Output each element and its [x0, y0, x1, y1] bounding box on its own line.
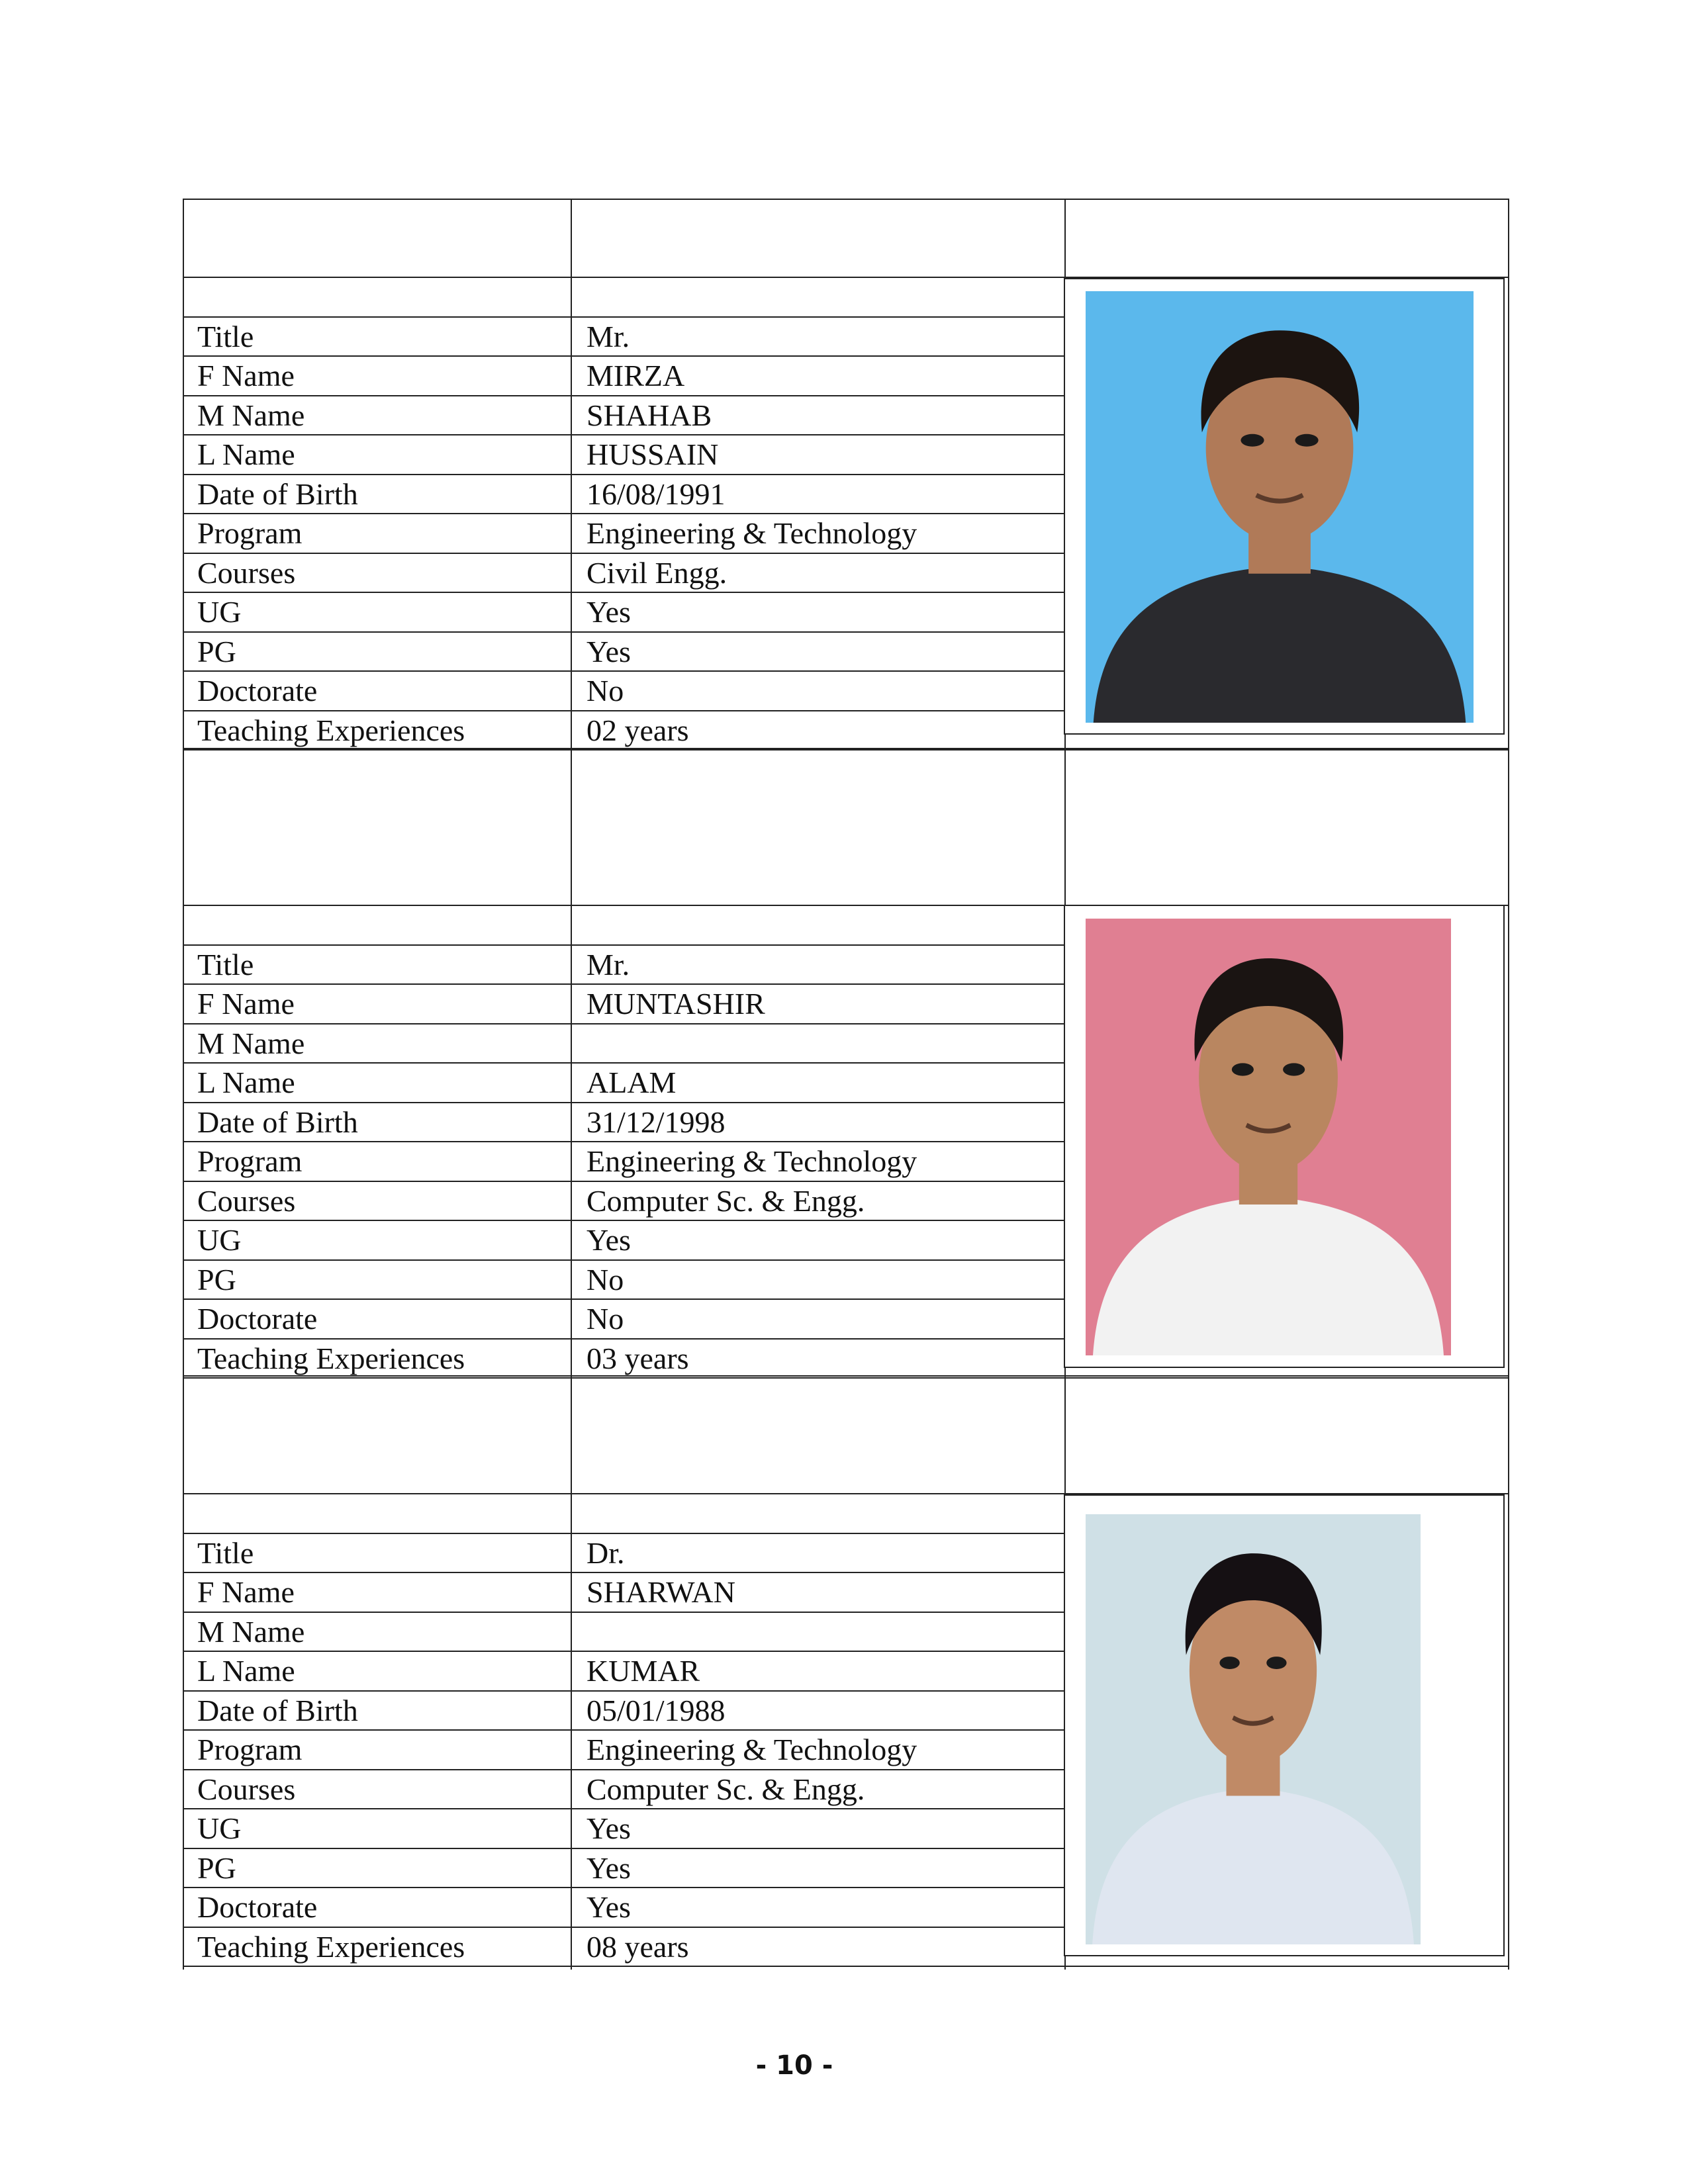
field-label: Doctorate: [197, 1890, 318, 1924]
field-label: L Name: [197, 1066, 295, 1099]
field-value: 02 years: [586, 713, 689, 747]
field-label: PG: [197, 1850, 236, 1885]
field-value: Yes: [586, 634, 631, 668]
field-label: PG: [197, 634, 236, 668]
field-value: Computer Sc. & Engg.: [586, 1183, 865, 1218]
field-label: Teaching Experiences: [197, 1929, 465, 1964]
field-value: Yes: [586, 1850, 631, 1885]
field-label: Courses: [197, 555, 296, 590]
field-label: L Name: [197, 437, 295, 471]
person-photo-icon: [1086, 1514, 1421, 1944]
field-value: KUMAR: [586, 1654, 700, 1688]
field-label: UG: [197, 1811, 242, 1845]
field-value: Engineering & Technology: [586, 1144, 917, 1178]
field-label: Doctorate: [197, 1302, 318, 1336]
field-value: SHARWAN: [586, 1575, 735, 1609]
field-label: Courses: [197, 1183, 296, 1218]
field-value: HUSSAIN: [586, 437, 719, 471]
table-row-rule: [183, 1966, 1509, 1967]
person-photo-icon: [1086, 919, 1451, 1355]
table-row-rule: [183, 199, 1509, 200]
field-label: L Name: [197, 1654, 295, 1688]
field-label: Teaching Experiences: [197, 713, 465, 747]
field-label: Date of Birth: [197, 1105, 358, 1139]
field-label: F Name: [197, 987, 295, 1021]
field-label: M Name: [197, 1026, 305, 1060]
field-value: Yes: [586, 1890, 631, 1924]
field-label: Date of Birth: [197, 1693, 358, 1727]
field-value: No: [586, 1262, 624, 1297]
field-label: UG: [197, 1223, 242, 1257]
field-label: Title: [197, 319, 254, 353]
field-value: SHAHAB: [586, 398, 712, 432]
field-label: Doctorate: [197, 674, 318, 707]
field-label: Program: [197, 516, 303, 550]
field-label: M Name: [197, 1614, 305, 1649]
table-row-rule: [183, 748, 1509, 749]
table-row-rule: [183, 749, 1509, 751]
field-label: Program: [197, 1733, 303, 1766]
field-label: F Name: [197, 359, 295, 392]
field-value: Dr.: [586, 1535, 625, 1570]
table-row-rule: [183, 1375, 1509, 1377]
field-label: PG: [197, 1262, 236, 1297]
field-label: Program: [197, 1144, 303, 1178]
field-value: 03 years: [586, 1341, 689, 1375]
person-photo-icon: [1086, 291, 1474, 723]
field-value: Computer Sc. & Engg.: [586, 1772, 865, 1806]
field-label: Title: [197, 1535, 254, 1570]
field-value: Yes: [586, 595, 631, 629]
field-label: F Name: [197, 1575, 295, 1609]
field-value: MUNTASHIR: [586, 987, 765, 1021]
field-label: Courses: [197, 1772, 296, 1806]
field-value: Yes: [586, 1223, 631, 1257]
table-row: [183, 1023, 1064, 1063]
field-value: 16/08/1991: [586, 477, 726, 511]
field-value: Engineering & Technology: [586, 516, 917, 550]
field-value: 05/01/1988: [586, 1693, 726, 1727]
table-row-rule: [183, 1377, 1509, 1379]
field-label: Date of Birth: [197, 477, 358, 511]
field-value: Yes: [586, 1811, 631, 1845]
field-value: Mr.: [586, 947, 630, 981]
field-value: 31/12/1998: [586, 1105, 726, 1139]
field-label: Title: [197, 947, 254, 981]
field-label: Teaching Experiences: [197, 1341, 465, 1375]
field-value: Engineering & Technology: [586, 1733, 917, 1766]
field-value: No: [586, 674, 624, 707]
page-number: - 10 -: [755, 2050, 833, 2081]
field-value: ALAM: [586, 1066, 677, 1099]
field-value: Civil Engg.: [586, 555, 727, 590]
field-value: MIRZA: [586, 359, 685, 392]
field-value: No: [586, 1302, 624, 1336]
table-row: [183, 1612, 1064, 1651]
field-label: M Name: [197, 398, 305, 432]
table-right-border: [1508, 199, 1509, 1970]
field-label: UG: [197, 595, 242, 629]
field-value: Mr.: [586, 319, 630, 353]
field-value: 08 years: [586, 1929, 689, 1964]
